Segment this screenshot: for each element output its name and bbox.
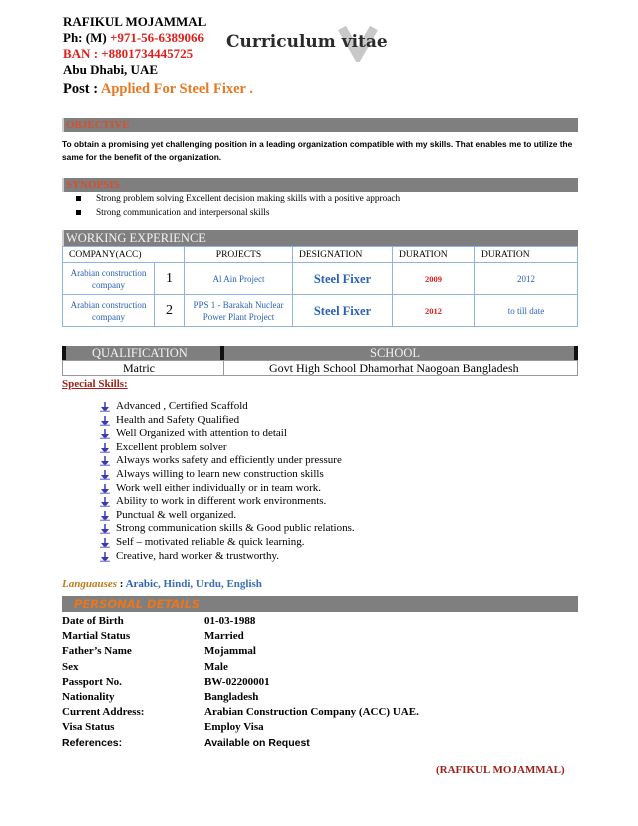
personal-key: Father’s Name [62,645,132,658]
qualification-bar [62,346,578,360]
arrow-down-icon [100,484,110,494]
personal-details [62,614,532,751]
skills-title: Special Skills: [62,378,128,390]
bar-edge [62,346,66,360]
personal-key: Nationality [62,690,115,703]
table-row [63,263,578,295]
arrow-down-icon [100,511,110,521]
arrow-down-icon [100,524,110,534]
work-table [62,246,578,327]
personal-title: PERSONAL DETAILS [74,597,201,611]
signature: (RAFIKUL MOJAMMAL) [436,764,565,776]
skill-item: Advanced , Certified Scaffold [100,400,355,414]
duration-from-cell: 2012 [393,295,475,327]
personal-row [62,644,532,659]
skill-item: Well Organized with attention to detail [100,427,355,441]
personal-value: BW-02200001 [204,675,270,688]
objective-bar [62,118,578,132]
list-item: Strong problem solving Excellent decision making skills with a positive approach [72,192,400,206]
arrow-down-icon [100,497,110,507]
ban-phone: BAN : +8801734445725 [63,46,194,61]
school-title: SCHOOL [370,346,421,360]
language-primary: Arabic [125,578,158,590]
phone-number: +971-56-6389066 [109,30,205,45]
curriculum-vitae-logo [222,22,438,62]
personal-value: Mojammal [204,645,256,658]
arrow-down-icon [100,416,110,426]
table-header-row [63,247,578,263]
personal-value: Arabian Construction Company (ACC) UAE. [204,706,419,719]
skill-item: Work well either individually or in team work. [100,482,355,496]
personal-row [62,720,532,735]
project-cell: PPS 1 - Barakah Nuclear Power Plant Project [185,295,293,327]
school-name: Govt High School Dhamorhat Naogoan Bangladesh [269,361,519,375]
col-duration-to: DURATION [475,247,578,263]
personal-key: Martial Status [62,630,131,643]
personal-row [62,690,532,705]
skill-item: Strong communication skills & Good public relations. [100,522,355,536]
candidate-name: RAFIKUL MOJAMMAL [63,14,207,29]
arrow-down-icon [100,402,110,412]
personal-key: Passport No. [62,675,122,688]
skills-list [100,400,355,563]
synopsis-title: SYNOPSIS [66,179,120,191]
personal-key: Sex [62,660,79,673]
personal-key: Visa Status [62,721,115,734]
location: Abu Dhabi, UAE [63,62,159,77]
skill-item: Ability to work in different work environments. [100,495,355,509]
arrow-down-icon [100,456,110,466]
col-designation: DESIGNATION [293,247,393,263]
personal-key: Date of Birth [62,615,124,627]
table-row [63,295,578,327]
row-number: 2 [155,295,185,327]
arrow-down-icon [100,443,110,453]
languages-line: Languauses : Arabic, Hindi, Urdu, English [62,578,262,590]
post-line: Post : Applied For Steel Fixer . [63,81,253,97]
personal-row [62,736,532,751]
arrow-down-icon [100,429,110,439]
skill-item: Punctual & well organized. [100,509,355,523]
list-item: Strong communication and interpersonal skills [72,206,400,220]
bar-edge [574,346,578,360]
logo-text: Curriculum vitae [226,32,388,52]
work-bar [62,230,578,246]
designation-cell: Steel Fixer [293,263,393,295]
personal-row [62,614,532,629]
language-others: , Hindi, Urdu, English [157,578,262,590]
duration-from-cell: 2009 [393,263,475,295]
personal-value: Bangladesh [204,690,259,703]
personal-row [62,660,532,675]
personal-key: References: [62,736,123,749]
qualification-row [62,360,578,376]
qualification-title: QUALIFICATION [92,346,188,360]
phone-line: Ph: (M) +971-56-6389066 [63,30,205,45]
personal-value: Employ Visa [204,721,264,734]
personal-value: Male [204,660,228,673]
work-title: WORKING EXPERIENCE [66,231,206,245]
personal-value: Married [204,630,244,643]
objective-title: OBJECTIVE [66,119,130,131]
arrow-down-icon [100,552,110,562]
skill-item: Creative, hard worker & trustworthy. [100,550,355,564]
personal-value: 01-03-1988 [204,615,256,627]
skill-item: Always willing to learn new construction skills [100,468,355,482]
skill-item: Excellent problem solver [100,441,355,455]
col-duration-from: DURATION [393,247,475,263]
degree: Matric [123,361,155,375]
arrow-down-icon [100,538,110,548]
personal-key: Current Address: [62,706,145,719]
project-cell: Al Ain Project [185,263,293,295]
company-cell: Arabian construction company [63,295,155,327]
languages-label: Languauses [62,578,118,590]
designation-cell: Steel Fixer [293,295,393,327]
objective-text: To obtain a promising yet challenging position in a leading organization compatible with my skills. That enables me to utilize the same for the benefit of the organization. [62,139,573,162]
personal-row [62,705,532,720]
duration-to-cell: to till date [475,295,578,327]
personal-bar [62,596,578,612]
arrow-down-icon [100,470,110,480]
synopsis-list [72,192,400,220]
post-value: Applied For Steel Fixer . [100,81,253,97]
skill-item: Self – motivated reliable & quick learning. [100,536,355,550]
duration-to-cell: 2012 [475,263,578,295]
col-projects: PROJECTS [185,247,293,263]
personal-value: Available on Request [204,736,310,749]
row-number: 1 [155,263,185,295]
skill-item: Health and Safety Qualified [100,414,355,428]
row-divider [223,361,224,375]
synopsis-bar [62,178,578,192]
skill-item: Always works safety and efficiently under pressure [100,454,355,468]
bar-divider [220,346,224,360]
col-company: COMPANY(ACC) [63,247,185,263]
company-cell: Arabian construction company [63,263,155,295]
personal-row [62,675,532,690]
personal-row [62,629,532,644]
